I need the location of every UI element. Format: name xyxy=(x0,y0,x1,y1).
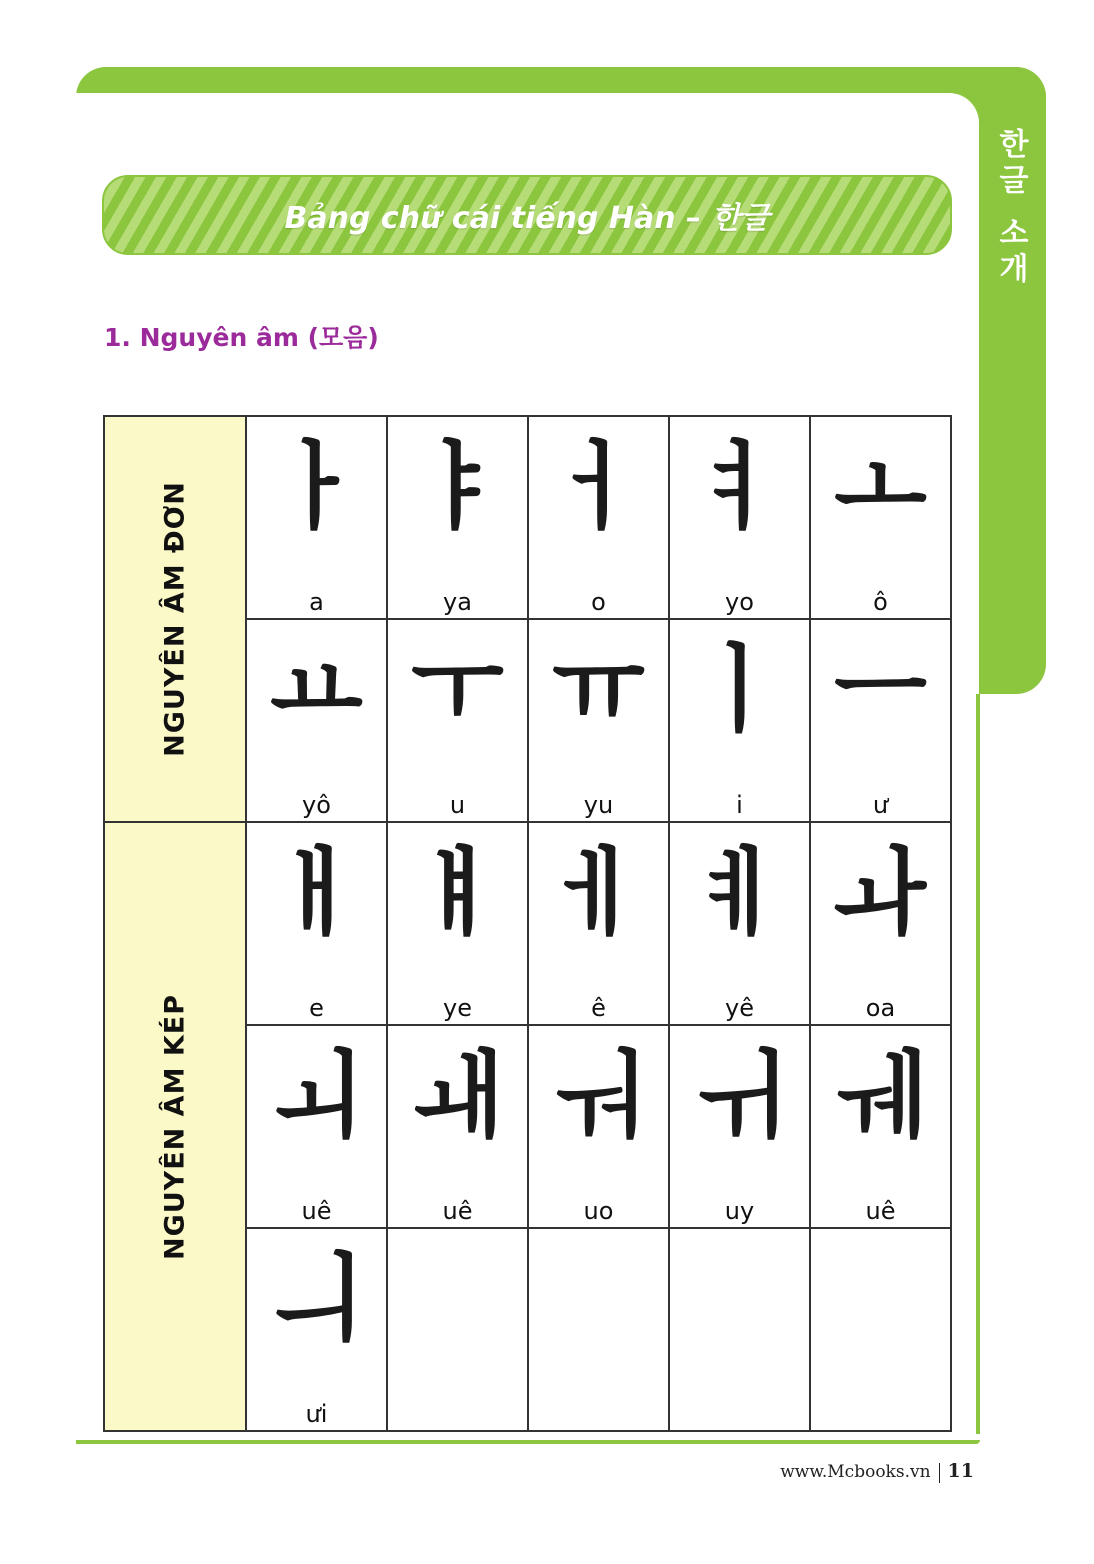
section-heading: 1. Nguyên âm (모음) xyxy=(104,323,379,352)
vowel-cell xyxy=(810,619,951,822)
romanization: uê xyxy=(865,1197,896,1225)
page-frame-edge xyxy=(976,694,980,1434)
romanization: uê xyxy=(301,1197,332,1225)
hangul-glyph: ㅒ xyxy=(411,837,504,949)
romanization: i xyxy=(736,791,743,819)
romanization: ư xyxy=(872,791,889,819)
romanization: e xyxy=(309,994,324,1022)
vowel-cell xyxy=(387,822,528,1025)
romanization: o xyxy=(591,588,606,616)
hangul-glyph: ㅘ xyxy=(834,837,927,949)
romanization: uy xyxy=(724,1197,755,1225)
vowel-cell xyxy=(669,1025,810,1228)
romanization: ya xyxy=(443,588,472,616)
hangul-glyph: ㅣ xyxy=(693,634,786,746)
hangul-glyph: ㅟ xyxy=(693,1040,786,1152)
hangul-glyph: ㅗ xyxy=(834,431,927,543)
hangul-glyph: ㅏ xyxy=(270,431,363,543)
romanization: yô xyxy=(302,791,331,819)
hangul-glyph: ㅖ xyxy=(693,837,786,949)
vowel-cell xyxy=(246,1025,387,1228)
table-row xyxy=(104,416,951,619)
vowel-cell xyxy=(669,416,810,619)
hangul-glyph: ㅐ xyxy=(270,837,363,949)
hangul-glyph: ㅝ xyxy=(552,1040,645,1152)
vowel-cell xyxy=(387,416,528,619)
vowel-cell xyxy=(528,619,669,822)
romanization: yo xyxy=(725,588,754,616)
hangul-glyph: ㅛ xyxy=(270,634,363,746)
group-label-text: NGUYÊN ÂM ĐƠN xyxy=(159,481,191,757)
vowel-cell xyxy=(246,619,387,822)
table-row xyxy=(104,822,951,1025)
hangul-glyph: ㅞ xyxy=(834,1040,927,1152)
page-footer xyxy=(780,1460,974,1483)
vowel-cell xyxy=(246,416,387,619)
vowel-cell xyxy=(810,822,951,1025)
group-label-single xyxy=(104,416,246,822)
romanization: a xyxy=(309,588,324,616)
hangul-glyph: ㅔ xyxy=(552,837,645,949)
vowel-cell xyxy=(669,822,810,1025)
hangul-glyph: ㅓ xyxy=(552,431,645,543)
romanization: oa xyxy=(865,994,896,1022)
side-tab-label: 한글 소개 xyxy=(993,128,1028,289)
hangul-glyph: ㅑ xyxy=(411,431,504,543)
page-frame-bottom xyxy=(76,1440,980,1444)
vowel-cell xyxy=(246,822,387,1025)
hangul-glyph: ㅜ xyxy=(411,634,504,746)
romanization: ô xyxy=(873,588,888,616)
romanization: uê xyxy=(442,1197,473,1225)
empty-cell xyxy=(810,1228,951,1431)
group-label-double xyxy=(104,822,246,1431)
romanization: ye xyxy=(443,994,472,1022)
page-number: 11 xyxy=(947,1460,974,1482)
hangul-glyph: ㅢ xyxy=(270,1243,363,1355)
vowel-cell xyxy=(387,619,528,822)
romanization: ưi xyxy=(305,1400,328,1428)
vowel-cell xyxy=(528,416,669,619)
hangul-glyph: ㅕ xyxy=(693,431,786,543)
empty-cell xyxy=(669,1228,810,1431)
romanization: ê xyxy=(591,994,606,1022)
footer-site: www.Mcbooks.vn xyxy=(780,1462,931,1482)
page-title: Bảng chữ cái tiếng Hàn – 한글 xyxy=(284,201,770,236)
empty-cell xyxy=(528,1228,669,1431)
empty-cell xyxy=(387,1228,528,1431)
vowel-table xyxy=(103,415,952,1432)
hangul-glyph: ㅚ xyxy=(270,1040,363,1152)
hangul-glyph: ㅙ xyxy=(411,1040,504,1152)
group-label-text: NGUYÊN ÂM KÉP xyxy=(159,993,191,1260)
vowel-cell xyxy=(246,1228,387,1431)
romanization: yê xyxy=(725,994,754,1022)
hangul-glyph: ㅠ xyxy=(552,634,645,746)
hangul-glyph: ㅡ xyxy=(834,634,927,746)
romanization: uo xyxy=(583,1197,614,1225)
vowel-cell xyxy=(528,1025,669,1228)
vowel-cell xyxy=(669,619,810,822)
footer-divider xyxy=(939,1463,940,1483)
vowel-cell xyxy=(810,1025,951,1228)
vowel-cell xyxy=(810,416,951,619)
vowel-cell xyxy=(387,1025,528,1228)
romanization: yu xyxy=(583,791,614,819)
romanization: u xyxy=(449,791,466,819)
title-banner xyxy=(102,175,952,255)
vowel-cell xyxy=(528,822,669,1025)
